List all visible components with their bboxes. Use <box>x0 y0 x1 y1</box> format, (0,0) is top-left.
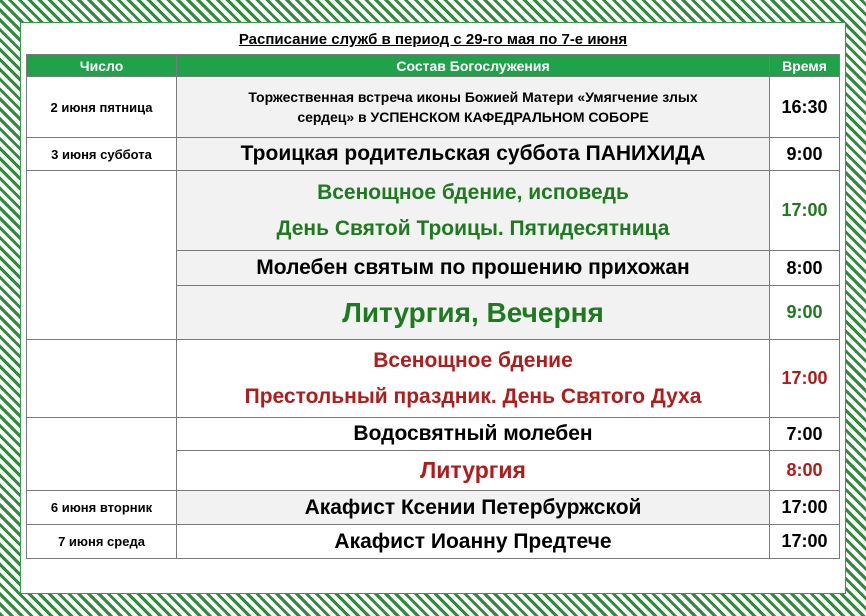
day-cell: 6 июня вторник <box>27 491 177 525</box>
time-cell: 7:00 <box>770 418 840 451</box>
time-cell: 16:30 <box>770 77 840 138</box>
service-line: Всенощное бдение <box>373 348 573 372</box>
service-cell: Акафист Иоанну Предтече <box>177 525 770 559</box>
schedule-table <box>26 54 840 559</box>
table-row <box>27 418 840 451</box>
header-day: Число <box>27 55 177 77</box>
time-cell: 17:00 <box>770 491 840 525</box>
day-cell-empty <box>27 340 177 418</box>
table-row <box>27 491 840 525</box>
table-row <box>27 525 840 559</box>
schedule-title: Расписание служб в период с 29-го мая по 7-е июня <box>238 31 628 48</box>
service-cell: Троицкая родительская суббота ПАНИХИДА <box>177 138 770 171</box>
table-row <box>27 138 840 171</box>
time-cell: 9:00 <box>770 138 840 171</box>
day-cell: 2 июня пятница <box>27 77 177 138</box>
service-cell: Молебен святым по прошению прихожан <box>177 251 770 286</box>
day-cell: 7 июня среда <box>27 525 177 559</box>
service-line: День Святой Троицы. Пятидесятница <box>276 216 670 240</box>
time-cell: 17:00 <box>770 340 840 418</box>
day-cell <box>27 171 177 340</box>
service-cell <box>177 340 770 418</box>
header-service: Состав Богослужения <box>177 55 770 77</box>
service-line: Престольный праздник. День Святого Духа <box>244 384 702 408</box>
day-cell <box>27 418 177 491</box>
service-cell: Литургия <box>177 451 770 491</box>
table-header-row <box>27 55 840 77</box>
service-cell: Водосвятный молебен <box>177 418 770 451</box>
time-cell: 17:00 <box>770 171 840 251</box>
table-row <box>27 77 840 138</box>
time-cell: 9:00 <box>770 286 840 340</box>
table-row <box>27 171 840 251</box>
table-row <box>27 340 840 418</box>
time-cell: 8:00 <box>770 451 840 491</box>
service-cell: Литургия, Вечерня <box>177 286 770 340</box>
service-line: Всенощное бдение, исповедь <box>317 180 629 204</box>
day-cell: 3 июня суббота <box>27 138 177 171</box>
service-cell: Акафист Ксении Петербуржской <box>177 491 770 525</box>
service-line: Торжественная встреча иконы Божией Матери «Умягчение злых <box>248 89 698 105</box>
service-cell <box>177 171 770 251</box>
service-line: сердец» в УСПЕНСКОМ КАФЕДРАЛЬНОМ СОБОРЕ <box>297 109 649 125</box>
time-cell: 17:00 <box>770 525 840 559</box>
service-cell <box>177 77 770 138</box>
time-cell: 8:00 <box>770 251 840 286</box>
schedule-panel <box>20 22 846 594</box>
header-time: Время <box>770 55 840 77</box>
